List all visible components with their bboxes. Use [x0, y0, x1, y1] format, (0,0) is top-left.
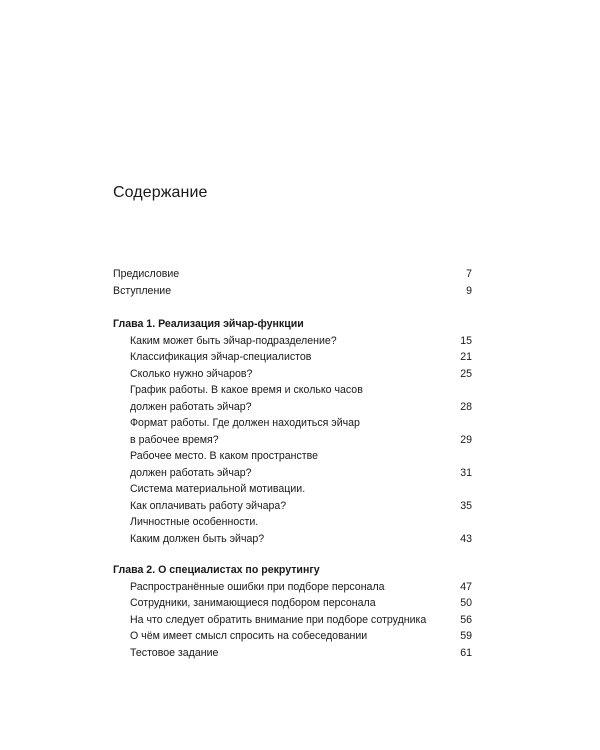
toc-entry-label: График работы. В какое время и сколько часов: [130, 384, 363, 396]
toc-entry-preface[interactable]: [113, 266, 472, 283]
toc-entry-label: Система материальной мотивации.: [130, 483, 306, 495]
toc-entry-label: Личностные особенности.: [130, 516, 259, 528]
toc-page-number: 56: [460, 613, 472, 626]
toc-chapter-1-heading[interactable]: [113, 316, 472, 333]
toc-page-number: 7: [466, 268, 472, 280]
toc-entry-line[interactable]: [113, 432, 472, 449]
toc-entry-label: Классификация эйчар-специалистов: [130, 351, 312, 363]
toc-entry[interactable]: [113, 579, 472, 596]
toc-entry[interactable]: [113, 366, 472, 383]
toc-entry-line[interactable]: [113, 399, 472, 416]
toc-page-number: 61: [460, 646, 472, 659]
toc-page-number: 35: [460, 499, 472, 512]
toc-entry-label: Как оплачивать работу эйчара?: [130, 499, 287, 512]
toc-entry[interactable]: [113, 595, 472, 612]
toc-entry-label: Вступление: [113, 284, 172, 297]
toc-entry-label: Каким может быть эйчар-подразделение?: [130, 334, 337, 347]
toc-page-number: 31: [460, 466, 472, 479]
toc-page-number: 59: [460, 630, 472, 642]
toc-entry-label: Формат работы. Где должен находиться эйчар: [130, 417, 360, 429]
toc-chapter-2-heading[interactable]: [113, 562, 472, 579]
toc-entry-line[interactable]: [113, 481, 472, 498]
toc-entry-label: должен работать эйчар?: [130, 400, 252, 413]
toc-entry-line[interactable]: [113, 415, 472, 432]
toc-entry-line[interactable]: [113, 448, 472, 465]
toc-page-number: 50: [460, 597, 472, 609]
toc-entry-label: Сотрудники, занимающиеся подбором персонала: [130, 597, 376, 609]
chapter-title: Глава 2. О специалистах по рекрутингу: [113, 564, 320, 576]
toc-entry-introduction[interactable]: [113, 283, 472, 300]
toc-entry[interactable]: [113, 628, 472, 645]
toc-entry-line[interactable]: [113, 498, 472, 515]
toc-entry-line[interactable]: [113, 465, 472, 482]
toc-entry-label: Предисловие: [113, 268, 180, 280]
toc-entry-line[interactable]: [113, 382, 472, 399]
toc-page-number: 21: [460, 351, 472, 363]
toc-entry-label: О чём имеет смысл спросить на собеседовании: [130, 630, 368, 642]
page-title: Содержание: [113, 184, 208, 201]
toc-entry-line[interactable]: [113, 531, 472, 548]
toc-entry[interactable]: [113, 333, 472, 350]
toc-entry-label: в рабочее время?: [130, 433, 219, 446]
toc-entry-label: На что следует обратить внимание при подборе сотрудника: [130, 613, 427, 626]
toc-page-number: 29: [460, 433, 472, 446]
toc-page-number: 25: [460, 367, 472, 380]
toc-entry-label: Рабочее место. В каком пространстве: [130, 450, 319, 462]
toc-page-number: 28: [460, 400, 472, 413]
chapter-title: Глава 1. Реализация эйчар-функции: [113, 318, 304, 330]
toc-entry-label: Каким должен быть эйчар?: [130, 532, 265, 545]
toc-page-number: 9: [466, 284, 472, 297]
toc-entry[interactable]: [113, 349, 472, 366]
toc-page-number: 47: [460, 580, 472, 593]
toc-page-number: 15: [460, 334, 472, 347]
toc-entry[interactable]: [113, 645, 472, 662]
toc-page-number: 43: [460, 532, 472, 545]
toc-entry-label: Распространённые ошибки при подборе персонала: [130, 580, 385, 593]
toc-entry-label: Тестовое задание: [130, 646, 219, 659]
table-of-contents: [113, 266, 472, 661]
toc-entry-label: должен работать эйчар?: [130, 466, 252, 479]
toc-entry-label: Сколько нужно эйчаров?: [130, 367, 253, 380]
toc-entry-line[interactable]: [113, 514, 472, 531]
toc-entry[interactable]: [113, 612, 472, 629]
